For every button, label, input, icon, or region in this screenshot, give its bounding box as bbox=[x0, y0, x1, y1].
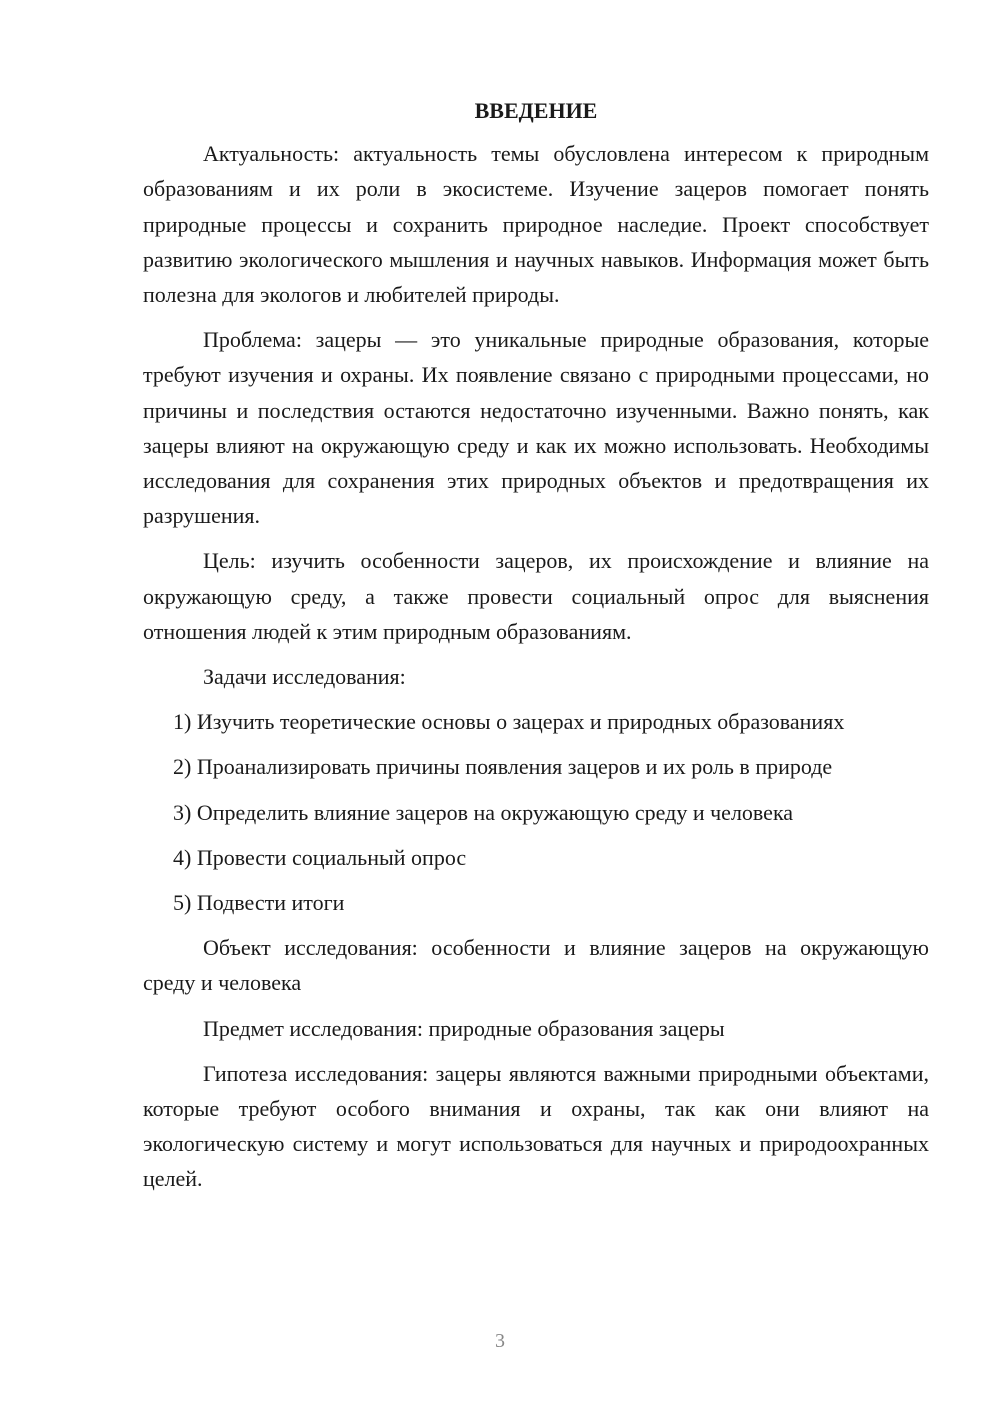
page-title: ВВЕДЕНИЕ bbox=[474, 98, 598, 123]
task-item-5: 5) Подвести итоги bbox=[173, 890, 345, 916]
hypothesis-paragraph: Гипотеза исследования: зацеры являются важными природными объектами, которые требуют особого внимания и охраны, так как они влияют на экологическую систему и могут использоваться для научных и природоохранных целей. bbox=[143, 1060, 929, 1192]
problem-paragraph: Проблема: зацеры — это уникальные природные образования, которые требуют изучения и охраны. Их появление связано с природными процессами, но причины и последствия остаются недостаточно изученными. Важно понять, как зацеры влияют на окружающую среду и как их можно использовать. Необходимы исследования для сохранения этих природных объектов и предотвращения их разрушения. bbox=[143, 327, 929, 529]
task-item-3: 3) Определить влияние зацеров на окружающую среду и человека bbox=[173, 799, 794, 825]
task-item-4: 4) Провести социальный опрос bbox=[173, 844, 467, 870]
relevance-paragraph: Актуальность: актуальность темы обусловлена интересом к природным образованиям и их роли в экосистеме. Изучение зацеров помогает понять природные процессы и сохранить природное наследие. Проект способствует развитию экологического мышления и научных навыков. Информация может быть полезна для экологов и любителей природы. bbox=[143, 141, 929, 308]
tasks-heading: Задачи исследования: bbox=[203, 664, 406, 690]
goal-paragraph: Цель: изучить особенности зацеров, их происхождение и влияние на окружающую среду, а также провести социальный опрос для выяснения отношения людей к этим природным образованиям. bbox=[143, 548, 929, 644]
task-item-1: 1) Изучить теоретические основы о зацерах и природных образованиях bbox=[173, 709, 845, 735]
subject-paragraph: Предмет исследования: природные образования зацеры bbox=[203, 1015, 725, 1041]
object-paragraph: Объект исследования: особенности и влияние зацеров на окружающую среду и человека bbox=[143, 935, 929, 996]
document-page bbox=[143, 93, 929, 1207]
task-item-2: 2) Проанализировать причины появления зацеров и их роль в природе bbox=[173, 754, 833, 780]
page-number: 3 bbox=[495, 1330, 505, 1352]
